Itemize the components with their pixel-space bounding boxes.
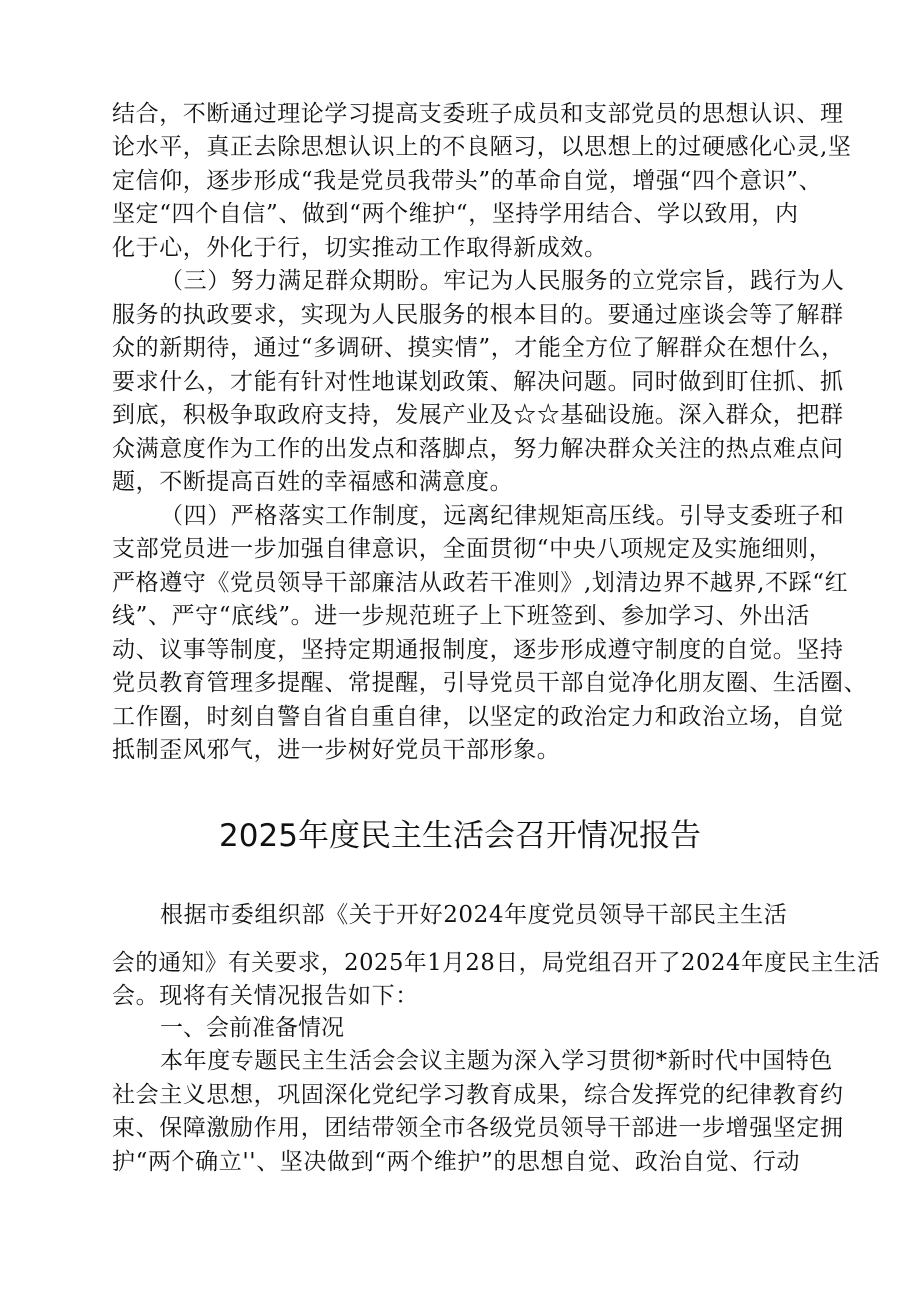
report-title: 2025年度民主生活会召开情况报告 bbox=[219, 818, 701, 854]
text-line: 化于心，外化于行，切实推动工作取得新成效。 bbox=[112, 235, 608, 261]
text-line: 论水平，真正去除思想认识上的不良陋习，以思想上的过硬感化心灵,坚 bbox=[112, 134, 852, 160]
text-line: 众的新期待，通过“多调研、摸实情”，才能全方位了解群众在想什么， bbox=[112, 335, 845, 361]
section-heading: 一、会前准备情况 bbox=[160, 1015, 344, 1041]
text-line: 动、议事等制度，坚持定期通报制度，逐步形成遵守制度的自觉。坚持 bbox=[112, 637, 844, 663]
text-line: （三）努力满足群众期盼。牢记为人民服务的立党宗旨，践行为人 bbox=[160, 268, 845, 294]
text-line: 工作圈，时刻自警自省自重自律，以坚定的政治定力和政治立场，自觉 bbox=[112, 704, 844, 730]
text-line: 到底，积极争取政府支持，发展产业及☆☆基础设施。深入群众，把群 bbox=[112, 402, 844, 428]
text-line: 根据市委组织部《关于开好2024年度党员领导干部民主生活 bbox=[160, 902, 788, 928]
text-line: 护“两个确立''、坚决做到“两个维护”的思想自觉、政治自觉、行动 bbox=[112, 1149, 801, 1175]
text-line: 坚定“四个自信”、做到“两个维护“，坚持学用结合、学以致用，内 bbox=[112, 201, 799, 227]
text-line: 结合，不断通过理论学习提高支委班子成员和支部党员的思想认识、理 bbox=[112, 101, 844, 127]
text-line: 会。现将有关情况报告如下： bbox=[112, 983, 419, 1009]
text-line: 党员教育管理多提醒、常提醒，引导党员干部自觉净化朋友圈、生活圈、 bbox=[112, 670, 868, 696]
text-line: （四）严格落实工作制度，远离纪律规矩高压线。引导支委班子和 bbox=[160, 503, 845, 529]
text-line: 众满意度作为工作的出发点和落脚点，努力解决群众关注的热点难点问 bbox=[112, 436, 844, 462]
text-line: 会的通知》有关要求，2025年1月28日，局党组召开了2024年度民主生活 bbox=[112, 950, 881, 976]
text-line: 要求什么，才能有针对性地谋划政策、解决问题。同时做到盯住抓、抓 bbox=[112, 369, 844, 395]
text-line: 服务的执政要求，实现为人民服务的根本目的。要通过座谈会等了解群 bbox=[112, 302, 844, 328]
text-line: 严格遵守《党员领导干部廉洁从政若干准则》,划清边界不越界,不踩“红 bbox=[112, 570, 849, 596]
text-line: 线”、严守“底线”。进一步规范班子上下班签到、参加学习、外出活 bbox=[112, 603, 810, 629]
text-line: 题，不断提高百姓的幸福感和满意度。 bbox=[112, 469, 514, 495]
text-line: 本年度专题民主生活会会议主题为深入学习贯彻*新时代中国特色 bbox=[160, 1048, 833, 1074]
text-line: 抵制歪风邪气，进一步树好党员干部形象。 bbox=[112, 737, 561, 763]
text-line: 定信仰，逐步形成“我是党员我带头”的革命自觉，增强“四个意识”、 bbox=[112, 168, 823, 194]
text-line: 束、保障激励作用，团结带领全市各级党员领导干部进一步增强坚定拥 bbox=[112, 1115, 844, 1141]
text-line: 支部党员进一步加强自律意识，全面贯彻“中央八项规定及实施细则， bbox=[112, 536, 833, 562]
text-line: 社会主义思想，巩固深化党纪学习教育成果，综合发挥党的纪律教育约 bbox=[112, 1082, 844, 1108]
